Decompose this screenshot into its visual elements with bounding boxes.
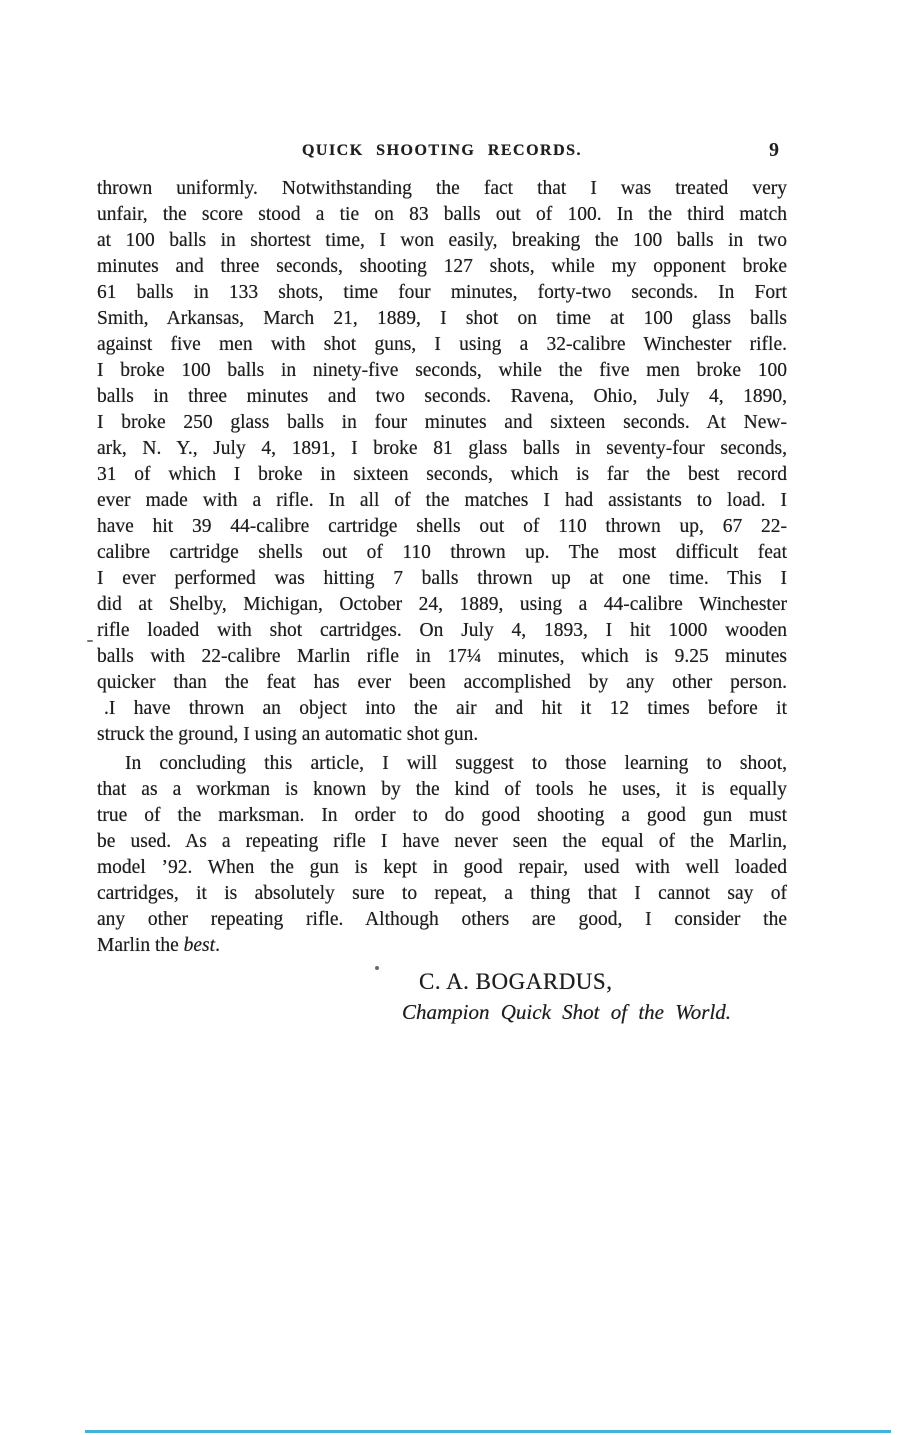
text-line: any other repeating rifle. Although others are good, I consider the [97,909,787,930]
running-title: QUICK SHOOTING RECORDS. [301,142,583,159]
page-header [97,139,787,161]
text-line: ark, N. Y., July 4, 1891, I broke 81 glass balls in seventy-four seconds, [97,438,787,459]
text-line: In concluding this article, I will suggest to those learning to shoot, [125,753,787,774]
text-line: minutes and three seconds, shooting 127 shots, while my opponent broke [97,256,787,277]
text-line: rifle loaded with shot cartridges. On July 4, 1893, I hit 1000 wooden [97,620,787,641]
signature-title: Champion Quick Shot of the World. [402,1000,732,1024]
text-line: I broke 250 glass balls in four minutes and sixteen seconds. At New- [97,412,787,433]
text-line: balls with 22-calibre Marlin rifle in 17¼ minutes, which is 9.25 minutes [97,646,787,667]
text-line: against five men with shot guns, I using a 32-calibre Winchester rifle. [97,334,787,355]
paragraph-2 [97,696,787,748]
text-line: at 100 balls in shortest time, I won easily, breaking the 100 balls in two [97,230,787,251]
text-fragment: Marlin the [97,935,184,956]
text-line: true of the marksman. In order to do good shooting a good gun must [97,805,787,826]
text-line: .I have thrown an object into the air and hit it 12 times before it [104,698,787,719]
signature-name: C. A. BOGARDUS, [419,969,613,994]
text-line: cartridges, it is absolutely sure to repeat, a thing that I cannot say of [97,883,787,904]
page-number: 9 [769,139,779,161]
text-line: 61 balls in 133 shots, time four minutes, forty-two seconds. In Fort [97,282,787,303]
text-fragment: . [215,935,220,956]
text-line: model ’92. When the gun is kept in good repair, used with well loaded [97,857,787,878]
text-line: struck the ground, I using an automatic shot gun. [97,724,479,745]
body-text [97,176,787,1026]
paragraph-3 [97,751,787,959]
text-line: calibre cartridge shells out of 110 thrown up. The most difficult feat [97,542,787,563]
text-line: unfair, the score stood a tie on 83 balls out of 100. In the third match [97,204,787,225]
text-line: balls in three minutes and two seconds. Ravena, Ohio, July 4, 1890, [97,386,787,407]
text-line: 31 of which I broke in sixteen seconds, which is far the best record [97,464,787,485]
text-line: thrown uniformly. Notwithstanding the fact that I was treated very [97,178,787,199]
text-line: that as a workman is known by the kind of tools he uses, it is equally [97,779,787,800]
signature-block [97,968,787,1026]
text-line: quicker than the feat has ever been accomplished by any other person. [97,672,787,693]
italic-word: best [183,935,216,956]
text-line: ever made with a rifle. In all of the matches I had assistants to load. I [97,490,787,511]
bottom-scan-line [85,1430,891,1433]
text-line [97,933,787,959]
text-line: be used. As a repeating rifle I have never seen the equal of the Marlin, [97,831,787,852]
text-line: did at Shelby, Michigan, October 24, 1889, using a 44-calibre Winchester [97,594,787,615]
paragraph-1 [97,176,787,696]
text-line: I ever performed was hitting 7 balls thrown up at one time. This I [97,568,787,589]
text-line: Smith, Arkansas, March 21, 1889, I shot on time at 100 glass balls [97,308,787,329]
scan-speck [87,640,93,642]
text-line: have hit 39 44-calibre cartridge shells out of 110 thrown up, 67 22- [97,516,787,537]
scan-speck [375,966,379,970]
text-line: I broke 100 balls in ninety-five seconds, while the five men broke 100 [97,360,787,381]
